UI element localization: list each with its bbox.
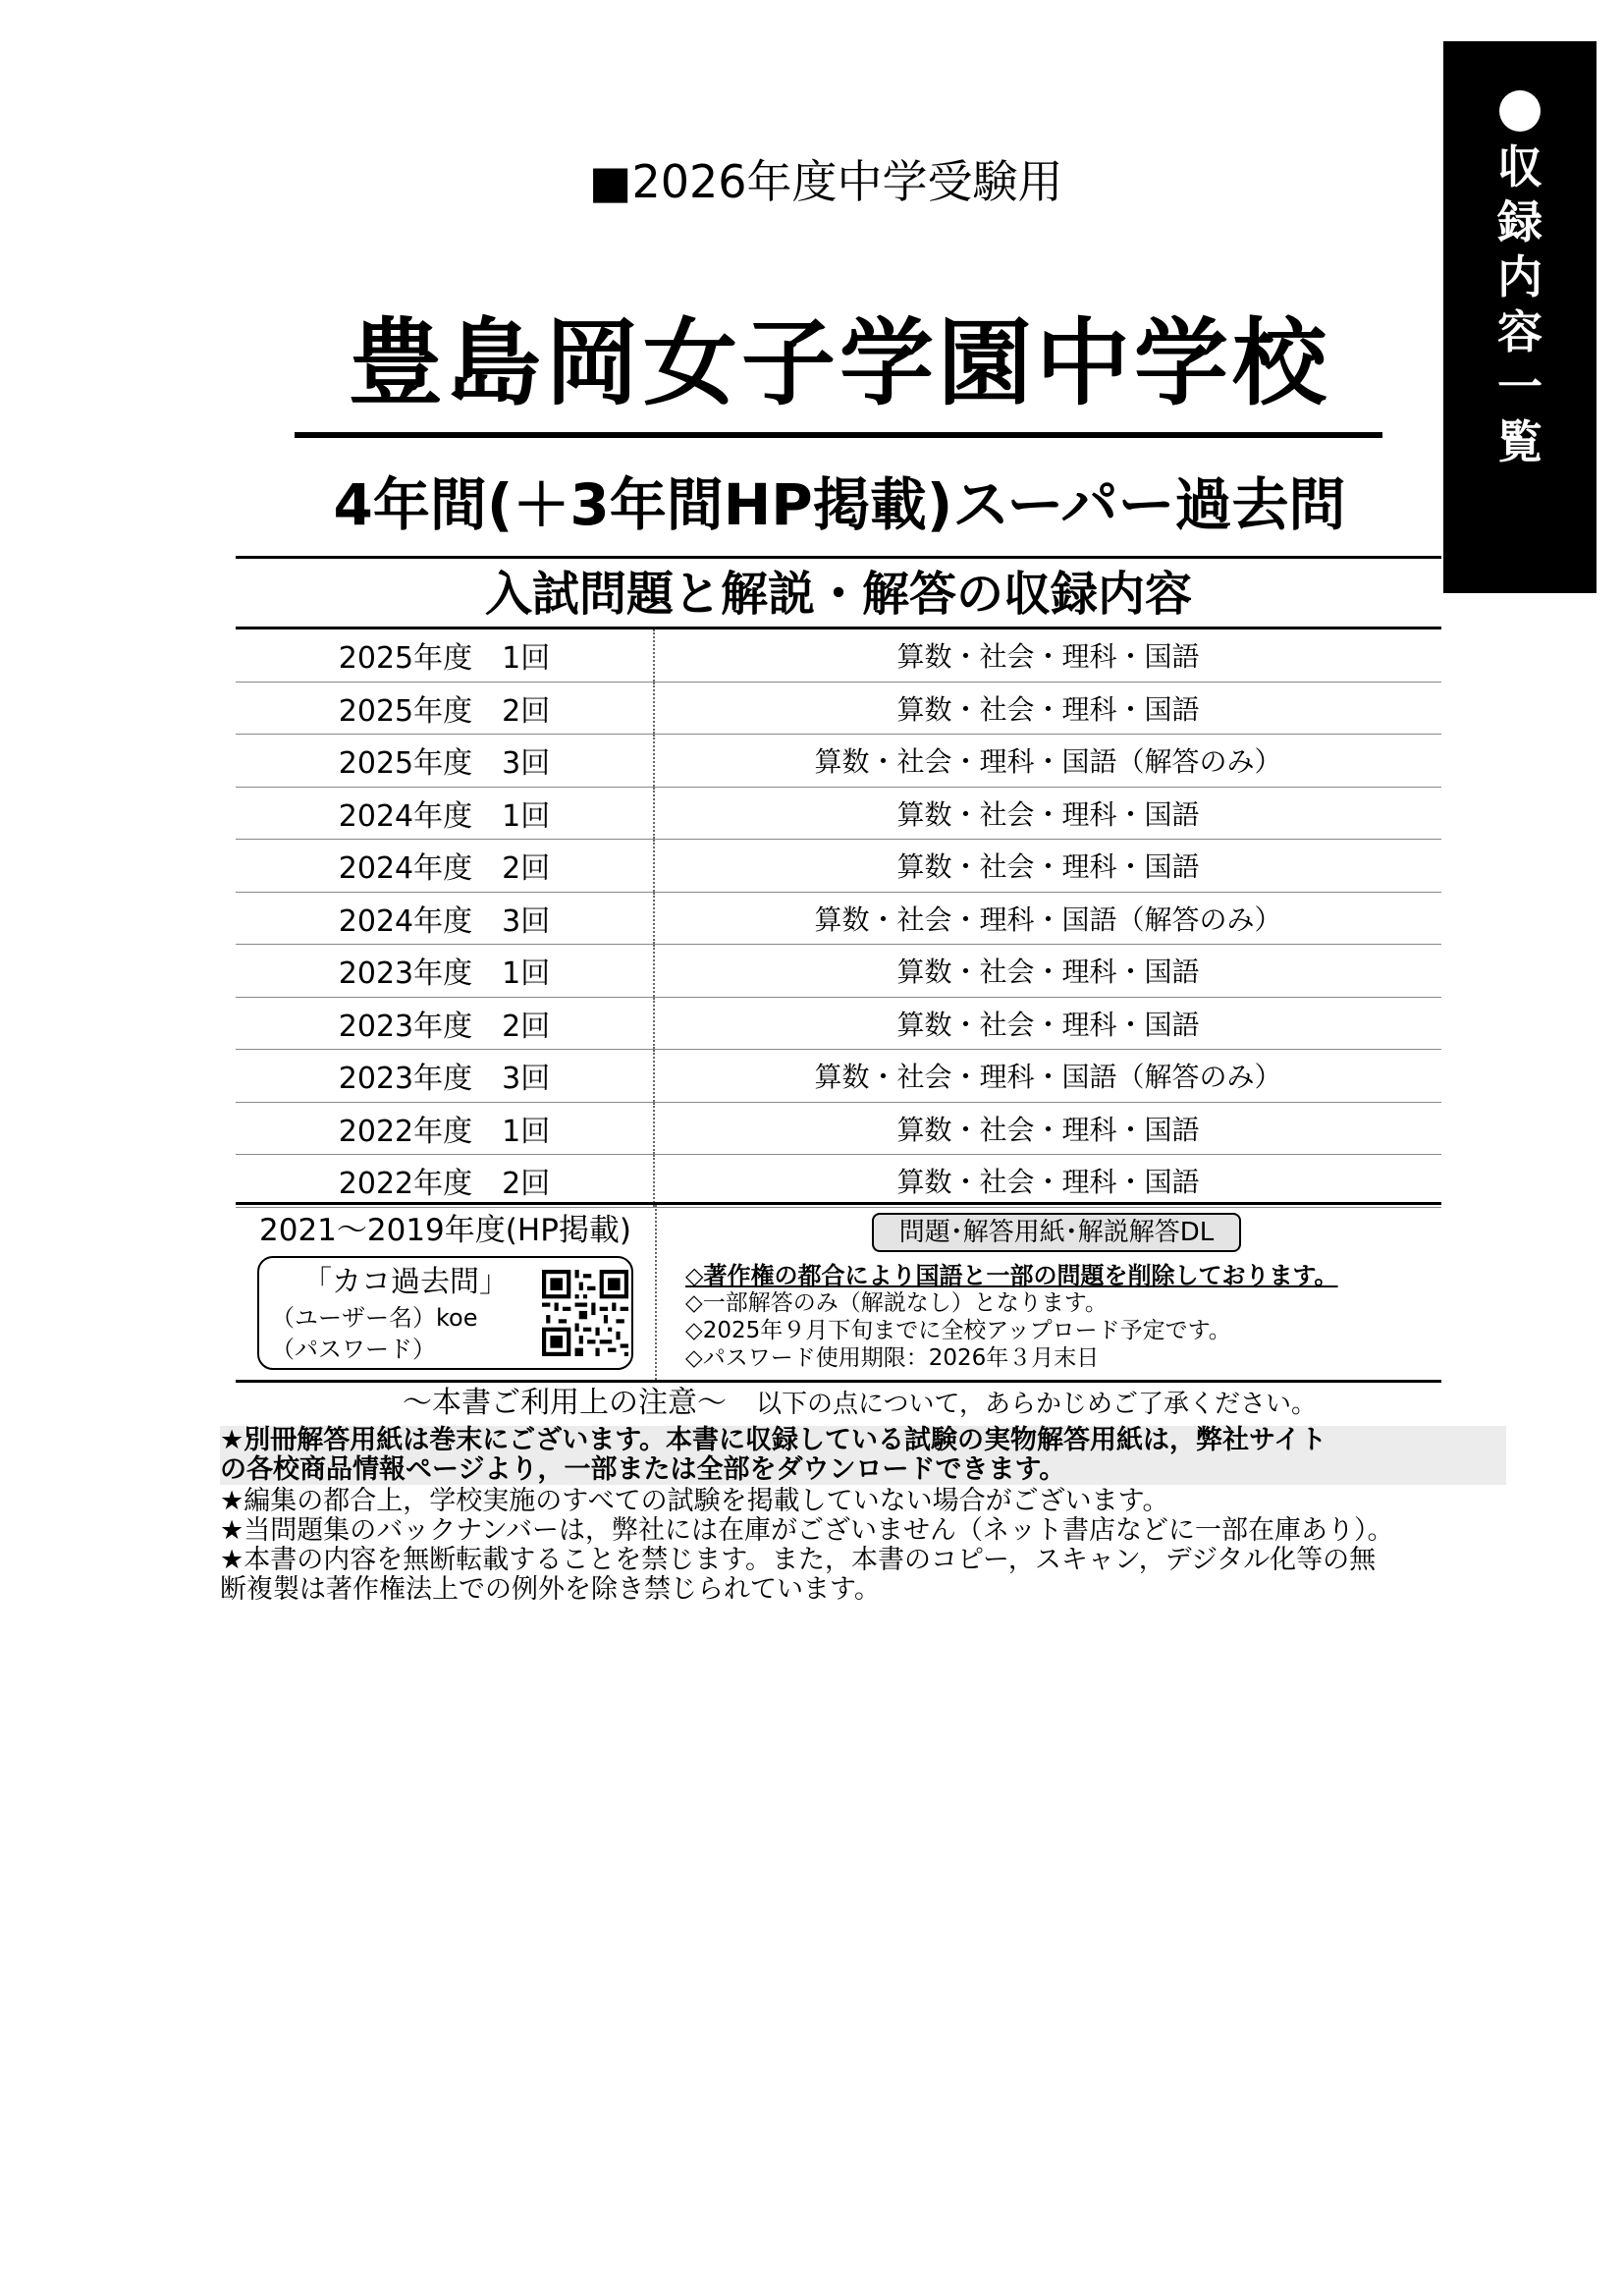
table-row bbox=[236, 1050, 1441, 1103]
bullet-icon bbox=[1499, 90, 1541, 132]
subjects-cell: 算数・社会・理科・国語 bbox=[896, 850, 1200, 884]
usage-note-line: ★編集の都合上，学校実施のすべての試験を掲載していない場合がございます。 bbox=[220, 1486, 1169, 1516]
table-row bbox=[236, 945, 1441, 998]
exam-year-cell: 2023年度 2回 bbox=[236, 998, 655, 1050]
side-tab-char: 内 bbox=[1497, 250, 1543, 303]
subjects-cell: 算数・社会・理科・国語 bbox=[896, 1008, 1200, 1041]
usage-note-line: の各校商品情報ページより，一部または全部をダウンロードできます。 bbox=[220, 1454, 1066, 1485]
usage-note bbox=[220, 1516, 1506, 1546]
contents-table bbox=[236, 627, 1441, 1208]
side-tab-char: 容 bbox=[1497, 305, 1543, 358]
table-row bbox=[236, 893, 1441, 946]
hp-years-label: 2021〜2019年度(HP掲載) bbox=[259, 1213, 631, 1248]
download-badge[interactable]: 問題･解答用紙･解説解答DL bbox=[872, 1213, 1241, 1252]
qr-code-icon[interactable] bbox=[542, 1270, 628, 1356]
table-row bbox=[236, 998, 1441, 1051]
exam-year-cell: 2022年度 2回 bbox=[236, 1155, 655, 1207]
subjects-cell: 算数・社会・理科・国語 bbox=[896, 797, 1200, 831]
usage-notes bbox=[220, 1426, 1506, 1605]
exam-year-cell: 2024年度 1回 bbox=[236, 788, 655, 840]
table-row bbox=[236, 1103, 1441, 1156]
usage-note bbox=[220, 1546, 1506, 1605]
table-row bbox=[236, 788, 1441, 841]
exam-year-cell: 2023年度 1回 bbox=[236, 945, 655, 997]
side-tab-char: 一 bbox=[1497, 360, 1543, 413]
side-tab-contents-list bbox=[1443, 41, 1597, 593]
hp-archive-left bbox=[236, 1205, 657, 1380]
kako-password: （パスワード） bbox=[271, 1336, 436, 1363]
subjects-cell: 算数・社会・理科・国語 bbox=[896, 956, 1200, 989]
table-row bbox=[236, 1155, 1441, 1208]
usage-note-line: ★当問題集のバックナンバーは，弊社には在庫がございません（ネット書店などに一部在庫あり）。 bbox=[220, 1515, 1394, 1546]
hp-note: ◇パスワード使用期限：2026年３月末日 bbox=[685, 1345, 1100, 1371]
exam-year-cell: 2022年度 1回 bbox=[236, 1103, 655, 1155]
hp-notes bbox=[685, 1262, 1432, 1372]
subjects-cell: 算数・社会・理科・国語（解答のみ） bbox=[814, 902, 1282, 936]
hp-note: ◇一部解答のみ（解説なし）となります。 bbox=[685, 1290, 1108, 1316]
usage-subtitle: 以下の点について，あらかじめご了承ください。 bbox=[756, 1390, 1317, 1419]
usage-note-line: 断複製は著作権法上での例外を除き禁じられています。 bbox=[220, 1574, 881, 1605]
subjects-cell: 算数・社会・理科・国語（解答のみ） bbox=[814, 1061, 1282, 1094]
kako-username: （ユーザー名）koe bbox=[271, 1304, 478, 1332]
hp-archive-section bbox=[236, 1202, 1441, 1383]
title-underline bbox=[295, 432, 1382, 438]
contents-table-heading: 入試問題と解説・解答の収録内容 bbox=[484, 567, 1192, 622]
table-row bbox=[236, 840, 1441, 893]
usage-note bbox=[220, 1487, 1506, 1516]
exam-year-cell: 2025年度 1回 bbox=[236, 629, 655, 682]
usage-note-line: ★別冊解答用紙は巻末にございます。本書に収録している試験の実物解答用紙は，弊社サイト bbox=[220, 1425, 1327, 1455]
subjects-cell: 算数・社会・理科・国語 bbox=[896, 692, 1200, 726]
subjects-cell: 算数・社会・理科・国語（解答のみ） bbox=[814, 745, 1282, 779]
subjects-cell: 算数・社会・理科・国語 bbox=[896, 640, 1200, 674]
table-row bbox=[236, 629, 1441, 683]
subjects-cell: 算数・社会・理科・国語 bbox=[896, 1113, 1200, 1146]
side-tab-char: 覧 bbox=[1497, 415, 1543, 468]
school-name-title: 豊島岡女子学園中学校 bbox=[349, 308, 1330, 418]
usage-note bbox=[220, 1426, 1506, 1485]
kako-login-box bbox=[257, 1256, 633, 1370]
side-tab-char: 収 bbox=[1497, 140, 1543, 193]
series-title: 4年間(＋3年間HP掲載)スーパー過去問 bbox=[333, 471, 1346, 538]
exam-year-cell: 2025年度 3回 bbox=[236, 735, 655, 787]
table-row bbox=[236, 735, 1441, 788]
exam-year-cell: 2023年度 3回 bbox=[236, 1050, 655, 1102]
side-tab-char: 録 bbox=[1497, 195, 1543, 248]
usage-notice-heading bbox=[403, 1381, 1317, 1427]
exam-year-cell: 2024年度 3回 bbox=[236, 893, 655, 945]
usage-title: 〜本書ご利用上の注意〜 bbox=[403, 1386, 727, 1420]
hp-note: ◇著作権の都合により国語と一部の問題を削除しております。 bbox=[685, 1262, 1338, 1289]
usage-note-line: ★本書の内容を無断転載することを禁じます。また，本書のコピー，スキャン，デジタル化等の無 bbox=[220, 1545, 1377, 1575]
table-top-divider bbox=[236, 556, 1441, 559]
kako-title: 「カコ過去問」 bbox=[302, 1265, 509, 1299]
exam-year-cell: 2025年度 2回 bbox=[236, 683, 655, 735]
exam-year-label: ■2026年度中学受験用 bbox=[589, 155, 1063, 208]
subjects-cell: 算数・社会・理科・国語 bbox=[896, 1166, 1200, 1199]
table-row bbox=[236, 683, 1441, 736]
hp-note: ◇2025年９月下旬までに全校アップロード予定です。 bbox=[685, 1318, 1231, 1343]
exam-year-cell: 2024年度 2回 bbox=[236, 840, 655, 892]
